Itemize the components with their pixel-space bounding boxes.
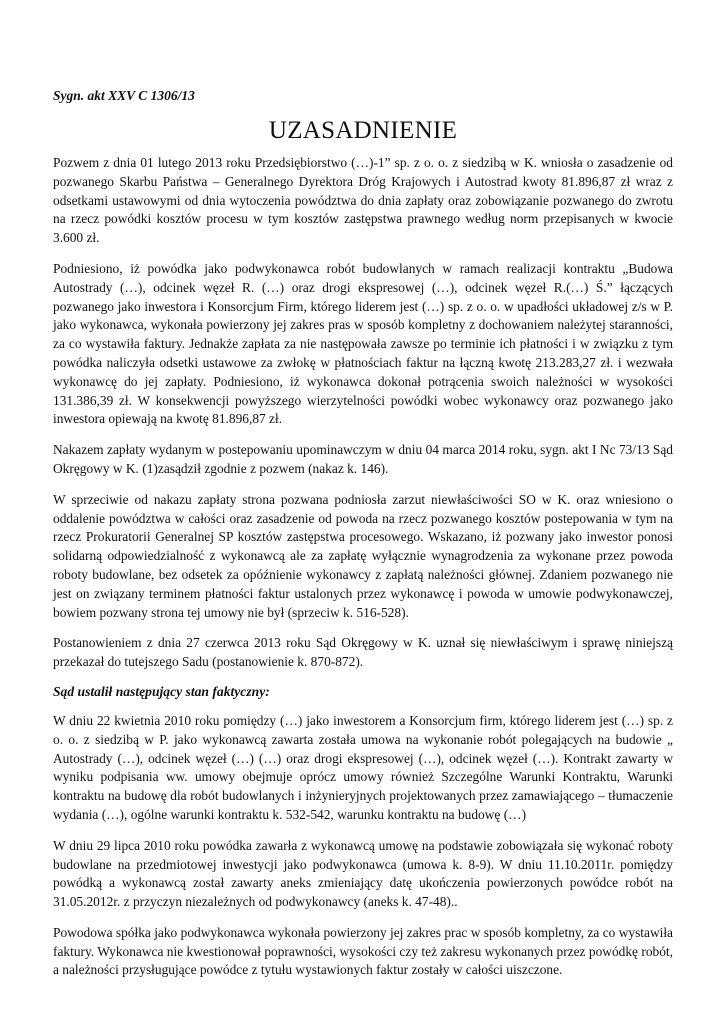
case-number: Sygn. akt XXV C 1306/13	[53, 88, 195, 103]
paragraph-claims: Podniesiono, iż powódka jako podwykonawca robót budowlanych w ramach realizacji kontraktu „Budowa Autostrady (…), odcinek węzeł R. (…) oraz drogi ekspresowej (…), odcinek węzeł R.(…) Ś.” łączących pozwanego jako inwestora i Konsorcjum Firm, którego liderem jest (…) sp. z o. o. w upadłości układowej z/s w P. jako wykonawca, wykonała powierzony jej zakres pras w sposób kompletny z dochowaniem należytej staranności, za co wystawiła faktury. Jednakże zapłata za nie następowała zawsze po terminie ich płatności i w związku z tym powódka naliczyła odsetki ustawowe za zwłokę w płatnościach faktur na łączną kwotę 213.283,27 zł. i wezwała wykonawcę do jej zapłaty. Podniesiono, iż wykonawca dokonał potrącenia swoich należności w wysokości 131.386,39 zł. W konsekwencji powyższego wierzytelności powódki wobec wykonawcy oraz pozwanego jako inwestora opiewają na kwotę 81.896,87 zł.	[53, 260, 673, 427]
paragraph-objection: W sprzeciwie od nakazu zapłaty strona pozwana podniosła zarzut niewłaściwości SO w K. oraz wniesiono o oddalenie powództwa w całości oraz zasadzenie od powoda na rzecz pozwanego kosztów postepowania w tym na rzecz Prokuratorii Generalnej SP kosztów zastępstwa procesowego. Wskazano, iż pozwany jako inwestor ponosi solidarną odpowiedzialność z wykonawcą ale za zapłatę wyłącznie wynagrodzenia za wykonane przez powoda roboty budowlane, bez odsetek za opóźnienie wykonawcy z zapłatą należności głównej. Zdaniem pozwanego nie jest on związany terminem płatności faktur ustalonych przez wykonawcę i powoda w umowie podwykonawczej, bowiem pozwany strona tej umowy nie był (sprzeciw k. 516-528).	[53, 491, 673, 620]
paragraph-invoices: Powodowa spółka jako podwykonawca wykonała powierzony jej zakres prac w sposób kompletny, za co wystawiła faktury. Wykonawca nie kwestionował poprawności, wysokości czy też zakresu wykonanych przez powódkę robót, a należności przysługujące powódce z tytułu wystawionych faktur zostały w całości uiszczone.	[53, 924, 673, 978]
section-heading-facts: Sąd ustalił następujący stan faktyczny:	[53, 683, 270, 699]
paragraph-payment-order: Nakazem zapłaty wydanym w postepowaniu upominawczym w dniu 04 marca 2014 roku, sygn. akt I Nc 73/13 Sąd Okręgowy w K. (1)zasądził zgodnie z pozwem (nakaz k. 146).	[53, 442, 673, 476]
document-title: UZASADNIENIE	[268, 117, 458, 144]
paragraph-lawsuit: Pozwem z dnia 01 lutego 2013 roku Przedsiębiorstwo (…)-1” sp. z o. o. z siedzibą w K. wniosła o zasadzenie od pozwanego Skarbu Państwa – Generalnego Dyrektora Dróg Krajowych i Autostrad kwoty 81.896,87 zł wraz z odsetkami ustawowymi od dnia wytoczenia powództwa do dnia zapłaty oraz zobowiązanie pozwanego do zwrotu na rzecz powódki kosztów procesu w tym kosztów zastępstwa prawnego według norm przepisanych w kwocie 3.600 zł.	[53, 155, 673, 246]
paragraph-court-decision: Postanowieniem z dnia 27 czerwca 2013 roku Sąd Okręgowy w K. uznał się niewłaściwym i sprawę niniejszą przekazał do tutejszego Sadu (postanowienie k. 870-872).	[53, 635, 673, 670]
paragraph-subcontract: W dniu 29 lipca 2010 roku powódka zawarła z wykonawcą umowę na podstawie zobowiązała się wykonać roboty budowlane na przedmiotowej inwestycji jako podwykonawca (umowa k. 8-9). W dniu 11.10.2011r. pomiędzy powódką a wykonawcą został zawarty aneks zmieniający datę ukończenia powierzonych powódce robót na 31.05.2012r. z przyczyn niezależnych od podwykonawcy (aneks k. 47-48)..	[53, 837, 673, 910]
paragraph-contract: W dniu 22 kwietnia 2010 roku pomiędzy (…) jako inwestorem a Konsorcjum firm, którego liderem jest (…) sp. z o. o. z siedzibą w P. jako wykonawcą zawarta została umowa na wykonanie robót polegających na budowie „ Autostrady (…), odcinek węzeł (…) (…) oraz drogi ekspresowej (…), odcinek węzeł (…). Kontrakt zawarty w wyniku podpisania ww. umowy obejmuje oprócz umowy również Szczególne Warunki Kontraktu, Warunki kontraktu na budowę dla robót budowlanych i inżynieryjnych projektowanych przez zamawiającego – tłumaczenie wydania (…), ogólne warunki kontraktu k. 532-542, warunku kontraktu na budowę (…)	[53, 712, 673, 822]
